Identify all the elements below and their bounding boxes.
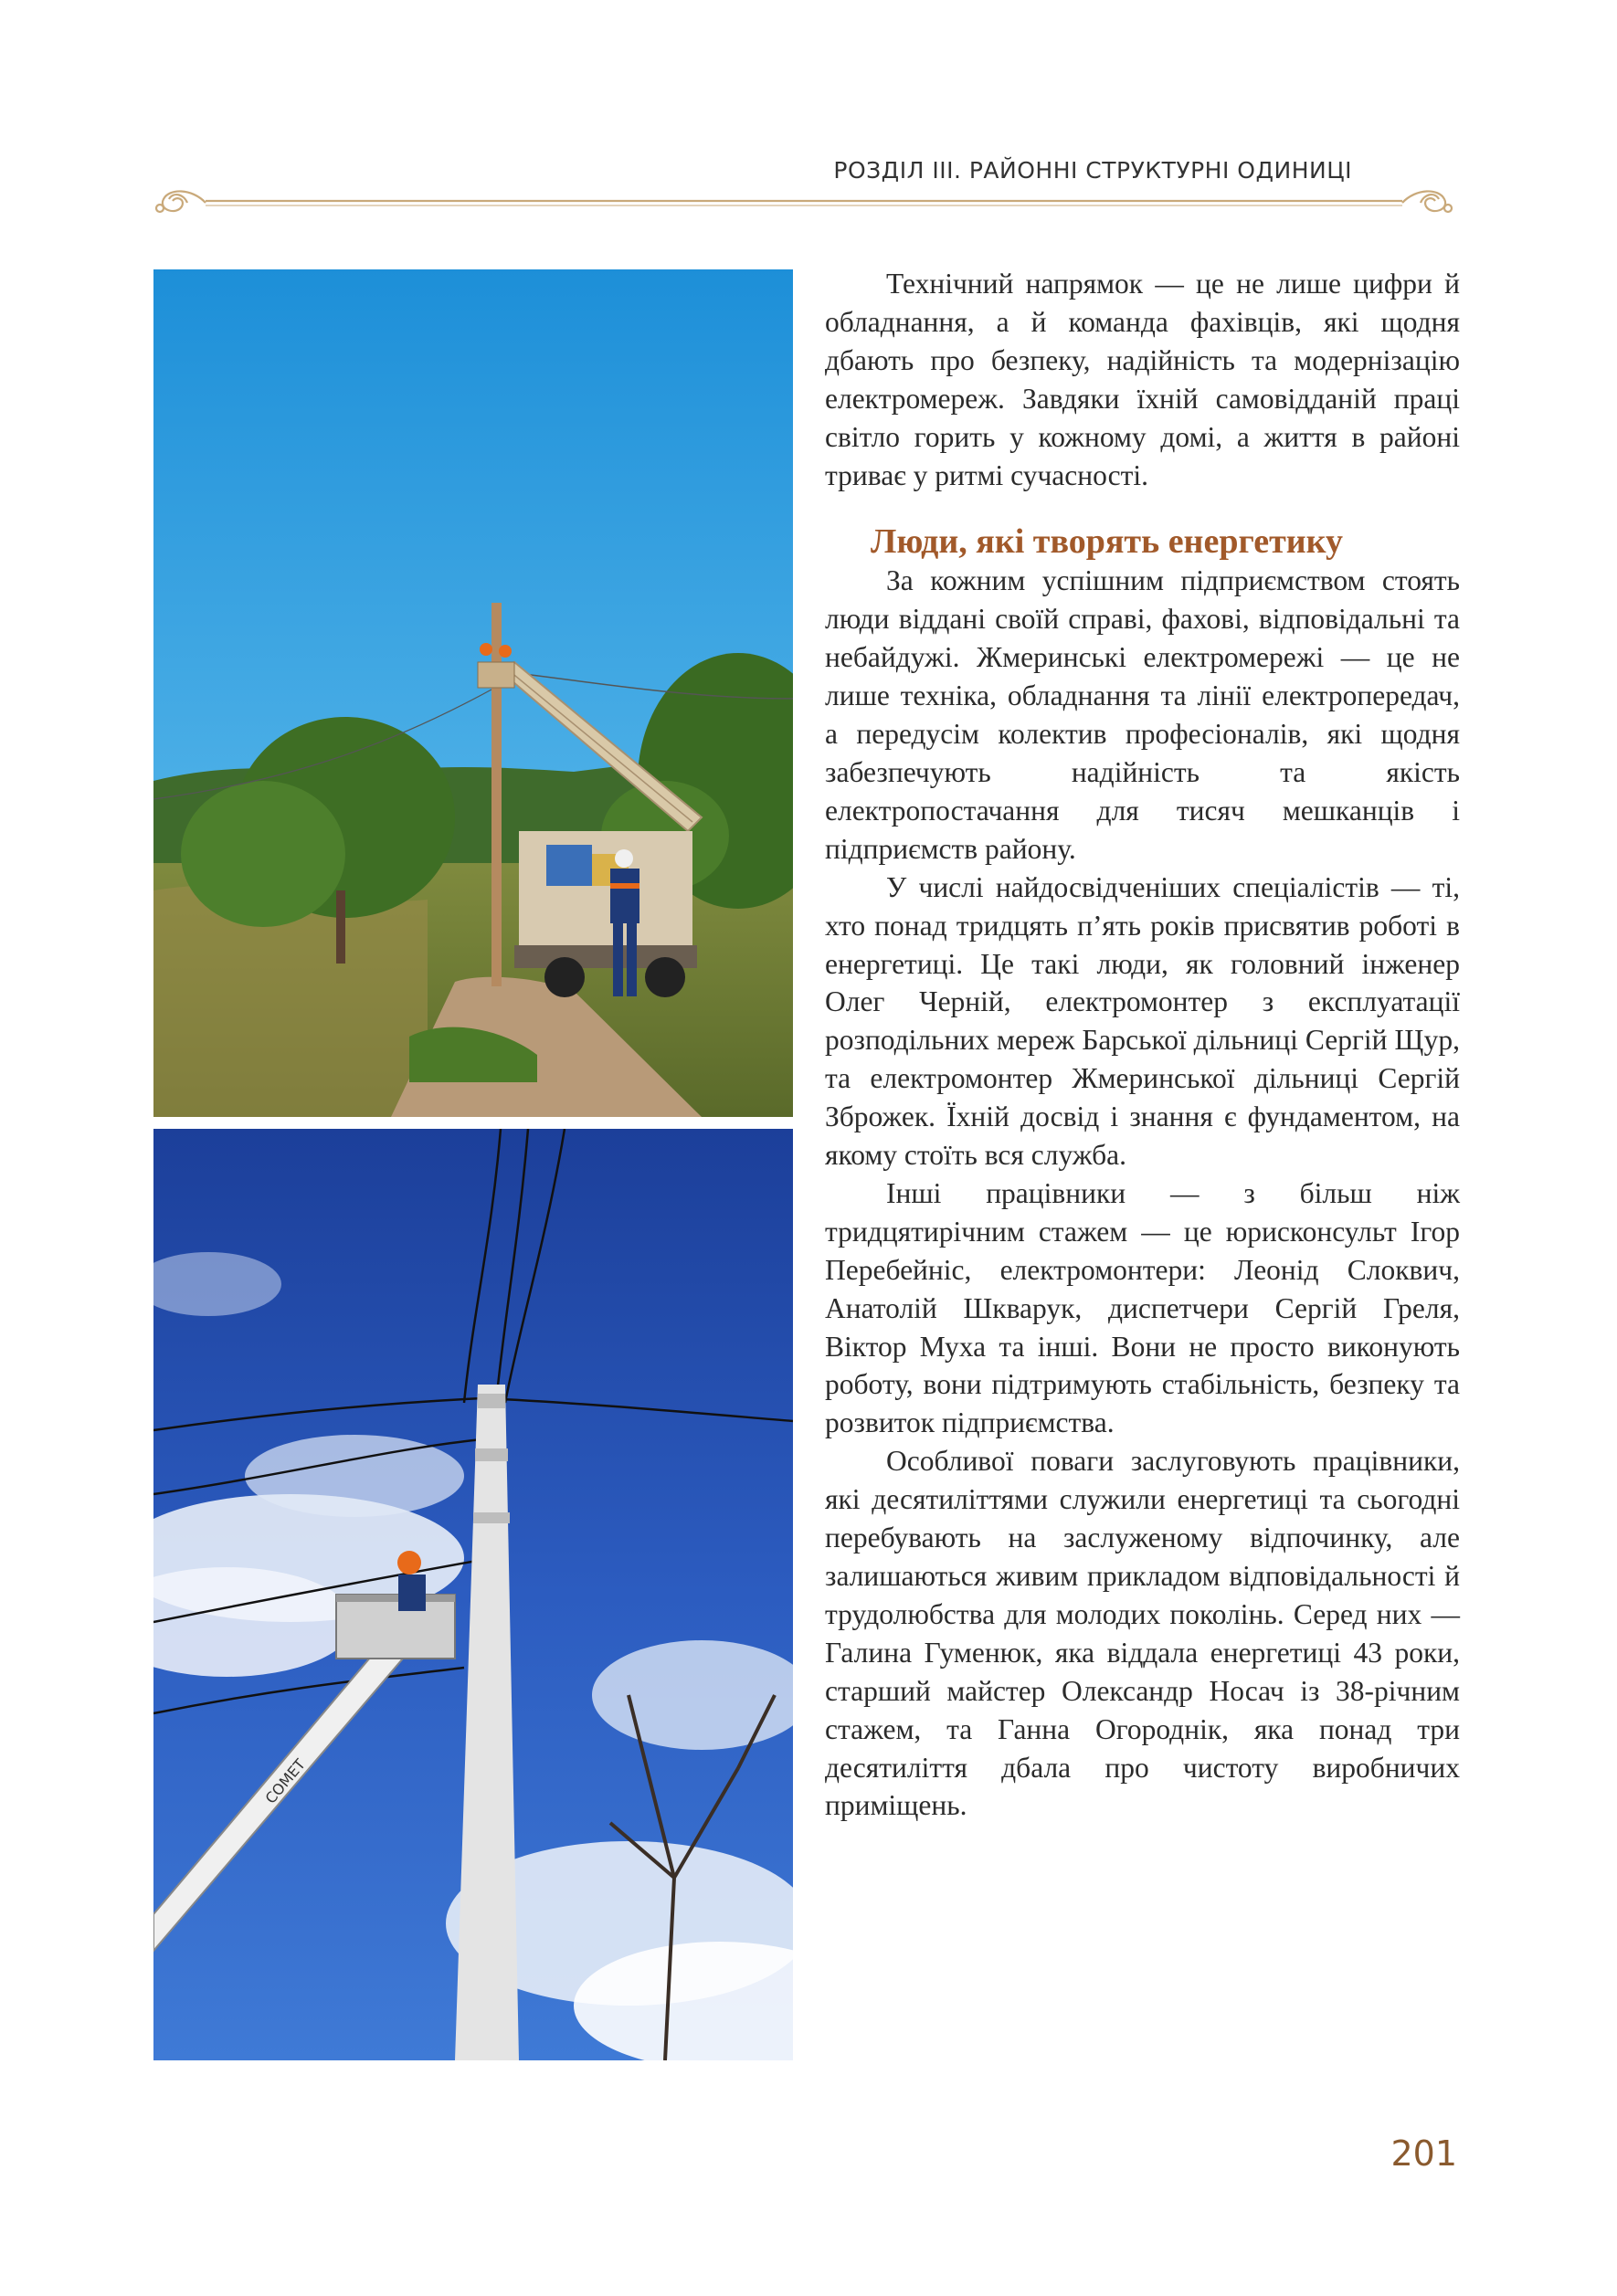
intro-paragraph: Технічний напрямок — це не лише цифри й обладнання, а й команда фахівців, які щодня дбають про безпеку, надійність та модернізацію електромереж. Завдяки їхній самовідданій праці світло горить у кожному домі, а життя в районі триває у ритмі сучасності. <box>825 268 1460 491</box>
body-paragraph: За кожним успішним підприємством стоять люди віддані своїй справі, фахові, відповідальні та небайдужі. Жмеринські електромережі — це не лише техніка, обладнання та лінії електропередач, а передусім колектив професіоналів, які щодня забезпечують надійність та якість електропостачання для тисяч мешканців і підприємств району. <box>825 564 1460 865</box>
header-ornament-rule <box>151 181 1457 221</box>
photo-bucket-truck-sky <box>153 1129 793 2060</box>
photo-aerial-lift-orchard <box>153 269 793 1117</box>
body-paragraph: Інші працівники — з більш ніж тридцятирічним стажем — це юрисконсульт Ігор Перебейніс, електромонтери: Леонід Слоквич, Анатолій Шкварук, диспетчери Сергій Греля, Віктор Муха та інші. Вони не просто виконують роботу, вони підтримують стабільність, безпеку та розвиток підприємства. <box>825 1176 1460 1439</box>
page-number: 201 <box>1390 2133 1457 2174</box>
article-text <box>825 265 1460 1825</box>
section-heading: Люди, які творять енергетику <box>871 522 1343 562</box>
svg-text:COMET: COMET <box>261 1755 309 1807</box>
body-paragraph: Особливої поваги заслуговують працівники, які десятиліттями служили енергетиці та сьогодні перебувають на заслуженому відпочинку, але залишаються живим прикладом відповідальності й трудолюбства для молодих поколінь. Серед них — Галина Гуменюк, яка віддала енергетиці 43 роки, старший майстер Олександр Носач із 38-річним стажем, та Ганна Огороднік, яка понад три десятиліття дбала про чистоту виробничих приміщень. <box>825 1445 1460 1822</box>
body-paragraph: У числі найдосвідченіших спеціалістів — ті, хто понад тридцять п’ять років присвятив роботі в енергетиці. Це такі люди, як головний інженер Олег Черній, електромонтер з експлуатації розподільних мереж Барської дільниці Сергій Щур, та електромонтер Жмеринської дільниці Сергій Зброжек. Їхній досвід і знання є фундаментом, на якому стоїть вся служба. <box>825 870 1460 1172</box>
chapter-header: РОЗДІЛ ІІІ. РАЙОННІ СТРУКТУРНІ ОДИНИЦІ <box>833 157 1352 184</box>
